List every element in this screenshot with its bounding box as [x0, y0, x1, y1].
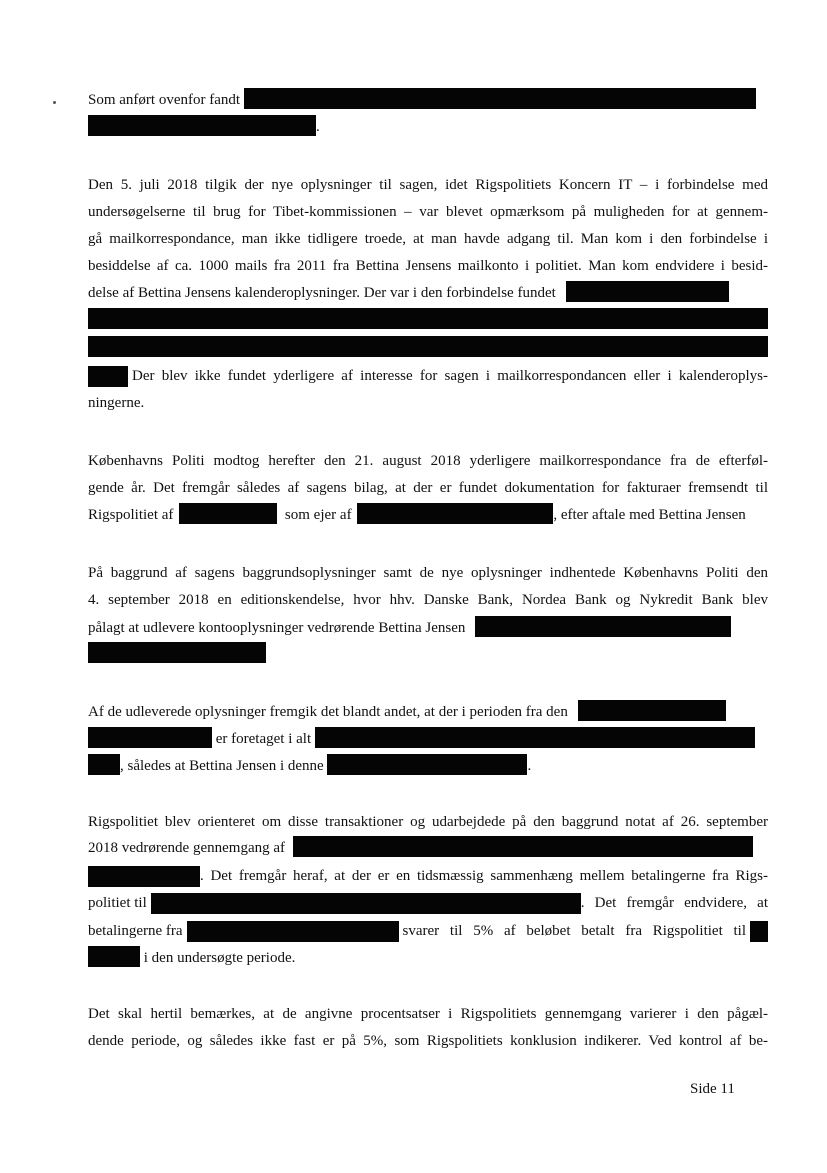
redaction-block [566, 281, 729, 302]
page-number: Side 11 [690, 1081, 735, 1097]
p1-line-1 [88, 88, 768, 113]
p5-line-1: Af de udleverede oplysninger fremgik det blandt andet, at der i perioden fra den [88, 700, 768, 725]
p6-line-4: politiet til . Det fremgår endvidere, at [88, 891, 768, 916]
p4-line-3: pålagt at udlevere kontooplysninger vedrørende Bettina Jensen [88, 616, 768, 641]
redaction-block [88, 866, 200, 887]
p2-line-1: Den 5. juli 2018 tilgik der nye oplysninger til sagen, idet Rigspolitiets Koncern IT – i forbindelse med [88, 177, 768, 193]
p2-line-7 [88, 336, 768, 361]
redaction-block [293, 836, 753, 857]
p3-line-2: gende år. Det fremgår således af sagens bilag, at der er fundet dokumentation for fakturaer fremsendt til [88, 480, 768, 496]
p3-line-3: Rigspolitiet af som ejer af , efter aftale med Bettina Jensen [88, 503, 768, 528]
p6-line-6: i den undersøgte periode. [88, 946, 768, 971]
p7-line-1: Det skal hertil bemærkes, at de angivne procentsatser i Rigspolitiets gennemgang varierer i den pågæl- [88, 1006, 768, 1022]
redaction-block [88, 308, 768, 329]
p1-text-1: Som anført ovenfor fandt [88, 92, 241, 108]
scan-speck [53, 101, 56, 104]
p6-line-1: Rigspolitiet blev orienteret om disse transaktioner og udarbejdede på den baggrund notat af 26. september [88, 814, 768, 830]
redaction-block [179, 503, 277, 524]
redaction-block [578, 700, 726, 721]
redaction-block [327, 754, 527, 775]
redaction-block [88, 727, 212, 748]
redaction-block [88, 754, 120, 775]
redaction-block [315, 727, 755, 748]
p6-line-5: betalingerne fra svarer til 5% af beløbet betalt fra Rigspolitiet til [88, 919, 768, 944]
p2-line-3: gå mailkorrespondance, man ikke tidligere troede, at man havde adgang til. Man kom i den forbindelse i [88, 231, 768, 247]
p7-line-2: dende periode, og således ikke fast er på 5%, som Rigspolitiets konklusion indikerer. Ved kontrol af be- [88, 1033, 768, 1049]
p4-line-2: 4. september 2018 en editionskendelse, hvor hhv. Danske Bank, Nordea Bank og Nykredit Bank blev [88, 592, 768, 608]
redaction-block [244, 88, 756, 109]
redaction-block [187, 921, 399, 942]
p4-line-4 [88, 642, 768, 667]
redaction-block [88, 642, 266, 663]
p2-line-5: delse af Bettina Jensens kalenderoplysninger. Der var i den forbindelse fundet [88, 281, 768, 306]
redaction-block [151, 893, 581, 914]
p2-line-6 [88, 308, 768, 333]
p1-line-2: . [88, 115, 768, 140]
p4-line-1: På baggrund af sagens baggrundsoplysninger samt de nye oplysninger indhentede Københavns Politi den [88, 565, 768, 581]
redaction-block [750, 921, 768, 942]
p5-line-3: , således at Bettina Jensen i denne . [88, 754, 768, 779]
redaction-block [88, 946, 140, 967]
p3-line-1: Københavns Politi modtog herefter den 21. august 2018 yderligere mailkorrespondance fra de efterføl- [88, 453, 768, 469]
redaction-block [88, 115, 316, 136]
redaction-block [357, 503, 553, 524]
p2-line-9: ningerne. [88, 395, 145, 411]
p6-line-3: . Det fremgår heraf, at der er en tidsmæssig sammenhæng mellem betalingerne fra Rigs- [88, 864, 768, 889]
redaction-block [88, 336, 768, 357]
p2-line-2: undersøgelserne til brug for Tibet-kommissionen – var blevet opmærksom på muligheden for at gennem- [88, 204, 768, 220]
redaction-block [88, 366, 128, 387]
p2-line-4: besiddelse af ca. 1000 mails fra 2011 fra Bettina Jensens mailkonto i politiet. Man kom endvidere i besid- [88, 258, 768, 274]
p6-line-2: 2018 vedrørende gennemgang af [88, 836, 768, 861]
p2-line-8: Der blev ikke fundet yderligere af interesse for sagen i mailkorrespondancen eller i kalenderoplys- [88, 364, 768, 389]
redaction-block [475, 616, 731, 637]
p5-line-2: er foretaget i alt [88, 727, 768, 752]
